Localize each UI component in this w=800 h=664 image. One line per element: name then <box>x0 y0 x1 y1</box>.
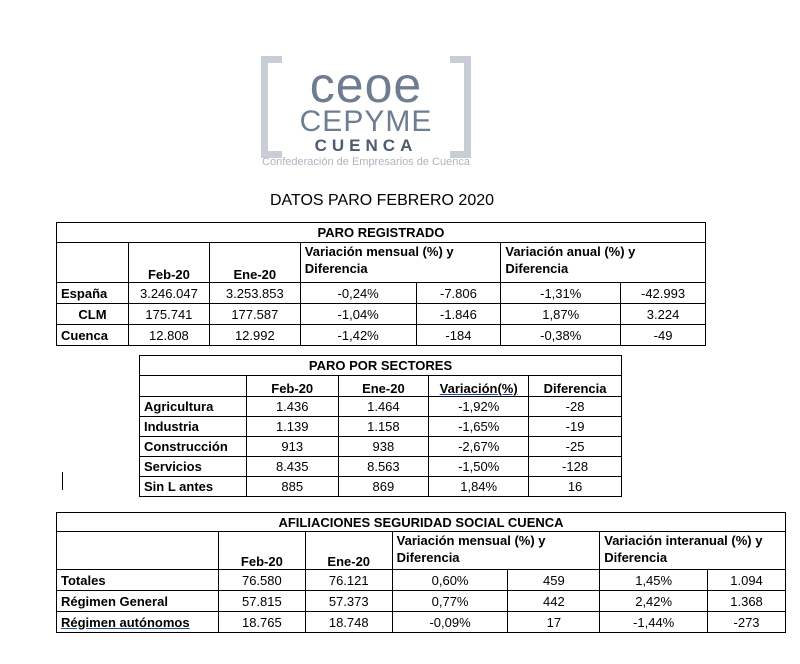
row-label: Servicios <box>140 457 247 477</box>
cell: -1,65% <box>429 417 529 437</box>
afiliaciones-table <box>56 512 786 633</box>
text-cursor <box>62 472 63 490</box>
cell: -0,38% <box>501 325 621 346</box>
cell: -184 <box>416 325 501 346</box>
col-header: Variación mensual (%) y Diferencia <box>392 532 600 570</box>
row-label: CLM <box>57 304 129 325</box>
cell: 442 <box>508 591 600 612</box>
cell: 177.587 <box>209 304 300 325</box>
table-row <box>57 591 786 612</box>
cell: 18.748 <box>305 612 392 633</box>
table-row <box>57 612 786 633</box>
col-header: Feb-20 <box>218 532 305 570</box>
col-header <box>429 376 529 397</box>
variacion-header-text: Variación(%) <box>439 381 518 396</box>
cell: 1.158 <box>338 417 429 437</box>
table-row <box>140 417 622 437</box>
table-title: AFILIACIONES SEGURIDAD SOCIAL CUENCA <box>57 513 786 532</box>
cell: -1,44% <box>600 612 708 633</box>
cell: 8.563 <box>338 457 429 477</box>
col-header: Ene-20 <box>338 376 429 397</box>
table-title: PARO POR SECTORES <box>140 356 622 376</box>
document-title: DATOS PARO FEBRERO 2020 <box>269 192 495 209</box>
cell: -7.806 <box>416 283 501 304</box>
table-row <box>57 325 706 346</box>
row-label: Totales <box>57 570 219 591</box>
table-row <box>140 477 622 497</box>
cell: 1.139 <box>246 417 338 437</box>
cell: 175.741 <box>128 304 209 325</box>
table-row <box>57 283 706 304</box>
cell: 913 <box>246 437 338 457</box>
ceoe-cepyme-logo <box>258 52 474 170</box>
row-label: Cuenca <box>57 325 129 346</box>
cell: 2,42% <box>600 591 708 612</box>
cell: 885 <box>246 477 338 497</box>
col-header: Variación interanual (%) y Diferencia <box>600 532 786 570</box>
cell: 459 <box>508 570 600 591</box>
paro-registrado-table <box>56 222 706 346</box>
col-header: Ene-20 <box>305 532 392 570</box>
cell: -25 <box>529 437 622 457</box>
cell: 12.808 <box>128 325 209 346</box>
logo-tagline: Confederación de Empresarios de Cuenca <box>262 156 470 168</box>
cell: -2,67% <box>429 437 529 457</box>
col-header: Diferencia <box>529 376 622 397</box>
cell: -1,92% <box>429 397 529 417</box>
corner-cell <box>57 532 219 570</box>
table-row <box>57 570 786 591</box>
cell: 1.464 <box>338 397 429 417</box>
corner-cell <box>140 376 247 397</box>
col-header: Variación mensual (%) y Diferencia <box>300 243 501 283</box>
cell: -1,04% <box>300 304 416 325</box>
cell: 869 <box>338 477 429 497</box>
cell: -19 <box>529 417 622 437</box>
row-label: España <box>57 283 129 304</box>
cell: 76.580 <box>218 570 305 591</box>
paro-sectores-table <box>139 355 622 497</box>
cell: -128 <box>529 457 622 477</box>
cell: -0,09% <box>392 612 508 633</box>
cell: 1,84% <box>429 477 529 497</box>
cell: -273 <box>708 612 786 633</box>
cell: 57.815 <box>218 591 305 612</box>
cell: -42.993 <box>621 283 706 304</box>
row-label: Régimen General <box>57 591 219 612</box>
cell: 16 <box>529 477 622 497</box>
cell: 1.436 <box>246 397 338 417</box>
cell: -1.846 <box>416 304 501 325</box>
cell: -1,31% <box>501 283 621 304</box>
cell: 8.435 <box>246 457 338 477</box>
logo-cuenca-text: CUENCA <box>314 136 418 155</box>
cell: 1.368 <box>708 591 786 612</box>
table-row <box>140 457 622 477</box>
col-header: Feb-20 <box>246 376 338 397</box>
cell: 18.765 <box>218 612 305 633</box>
cell: 0,60% <box>392 570 508 591</box>
cell: 1,45% <box>600 570 708 591</box>
cell: -0,24% <box>300 283 416 304</box>
row-label: Sin L antes <box>140 477 247 497</box>
regimen-autonomos-label: Régimen autónomos <box>61 614 190 630</box>
cell: 12.992 <box>209 325 300 346</box>
cell: 0,77% <box>392 591 508 612</box>
table-title: PARO REGISTRADO <box>57 223 706 243</box>
logo-ceoe-text: ceoe <box>309 57 423 113</box>
cell: 938 <box>338 437 429 457</box>
cell: -28 <box>529 397 622 417</box>
cell: 3.253.853 <box>209 283 300 304</box>
corner-cell <box>57 243 129 283</box>
table-row <box>57 304 706 325</box>
cell: 57.373 <box>305 591 392 612</box>
row-label: Agricultura <box>140 397 247 417</box>
logo-cepyme-text: CEPYME <box>299 105 433 138</box>
cell: 3.246.047 <box>128 283 209 304</box>
cell: -49 <box>621 325 706 346</box>
row-label <box>57 612 219 633</box>
cell: -1,42% <box>300 325 416 346</box>
col-header: Ene-20 <box>209 243 300 283</box>
cell: 1,87% <box>501 304 621 325</box>
table-row <box>140 397 622 417</box>
cell: 1.094 <box>708 570 786 591</box>
row-label: Industria <box>140 417 247 437</box>
cell: 76.121 <box>305 570 392 591</box>
col-header: Variación anual (%) y Diferencia <box>501 243 706 283</box>
table-row <box>140 437 622 457</box>
cell: 3.224 <box>621 304 706 325</box>
cell: -1,50% <box>429 457 529 477</box>
col-header: Feb-20 <box>128 243 209 283</box>
row-label: Construcción <box>140 437 247 457</box>
cell: 17 <box>508 612 600 633</box>
